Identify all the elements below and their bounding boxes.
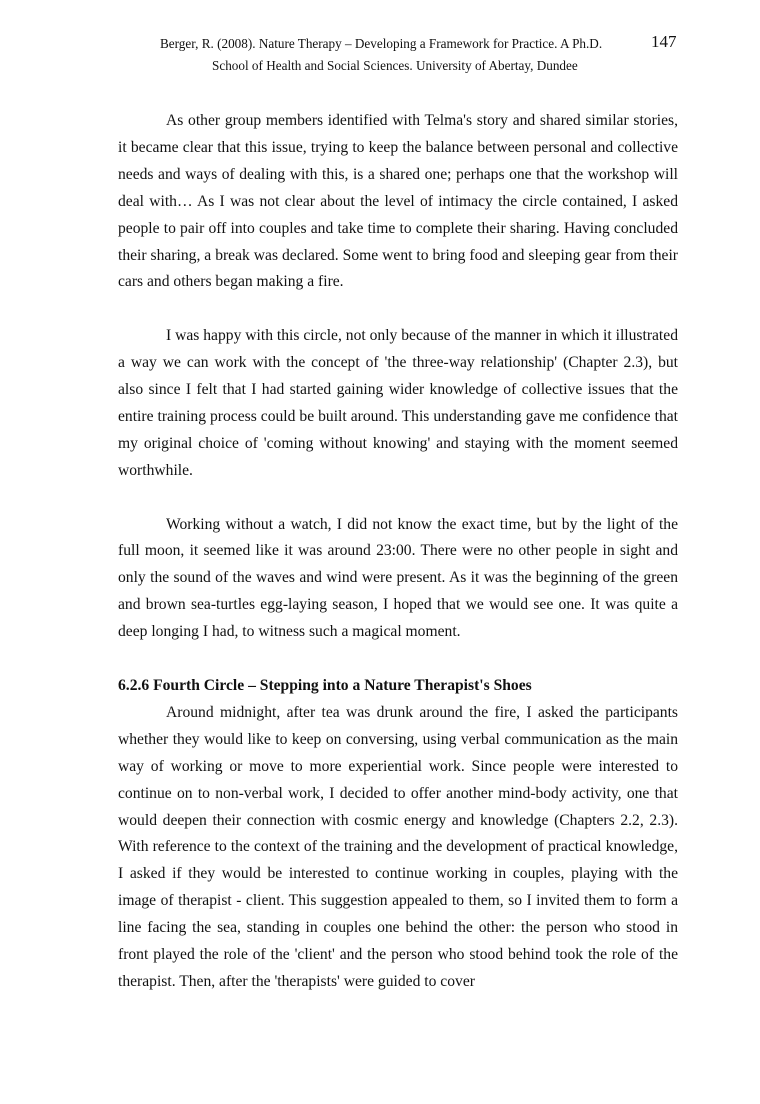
header-citation: Berger, R. (2008). Nature Therapy – Developing a Framework for Practice. A Ph.D.	[160, 36, 603, 51]
section-paragraph: Around midnight, after tea was drunk around the fire, I asked the participants whether they would like to keep on conversing, using verbal communication as the main way of working or move to more experiential work. Since people were interested to continue on to non-verbal work, I decided to offer another mind-body activity, one that would deepen their connection with cosmic energy and knowledge (Chapters 2.2, 2.3). With reference to the context of the training and the development of practical knowledge, I asked if they would be interested to continue working in couples, playing with the image of therapist - client. This suggestion appealed to them, so I invited them to form a line facing the sea, standing in couples one behind the other: the person who stood in front played the role of the 'client' and the person who stood behind took the role of the therapist. Then, after the 'therapists' were guided to cover	[118, 703, 678, 990]
page-number: 147	[651, 32, 677, 51]
paragraph-3: Working without a watch, I did not know the exact time, but by the light of the full moon, it seemed like it was around 23:00. There were no other people in sight and only the sound of the waves and wind were present. As it was the beginning of the green and brown sea-turtles egg-laying season, I hoped that we would see one. It was quite a deep longing I had, to witness such a magical moment.	[118, 515, 678, 641]
paragraph-1: As other group members identified with Telma's story and shared similar stories, it became clear that this issue, trying to keep the balance between personal and collective needs and ways of dealing with this, is a shared one; perhaps one that the workshop will deal with… As I was not clear about the level of intimacy the circle contained, I asked people to pair off into couples and take time to complete their sharing. Having concluded their sharing, a break was declared. Some went to bring food and sleeping gear from their cars and others began making a fire.	[118, 112, 678, 291]
document-body	[118, 108, 678, 996]
section-heading: 6.2.6 Fourth Circle – Stepping into a Nature Therapist's Shoes	[118, 676, 532, 694]
paragraph-2: I was happy with this circle, not only because of the manner in which it illustrated a way we can work with the concept of 'the three-way relationship' (Chapter 2.3), but also since I felt that I had started gaining wider knowledge of collective issues that the entire training process could be built around. This understanding gave me confidence that my original choice of 'coming without knowing' and staying with the moment seemed worthwhile.	[118, 327, 678, 479]
header-institution: School of Health and Social Sciences. University of Abertay, Dundee	[212, 58, 578, 73]
